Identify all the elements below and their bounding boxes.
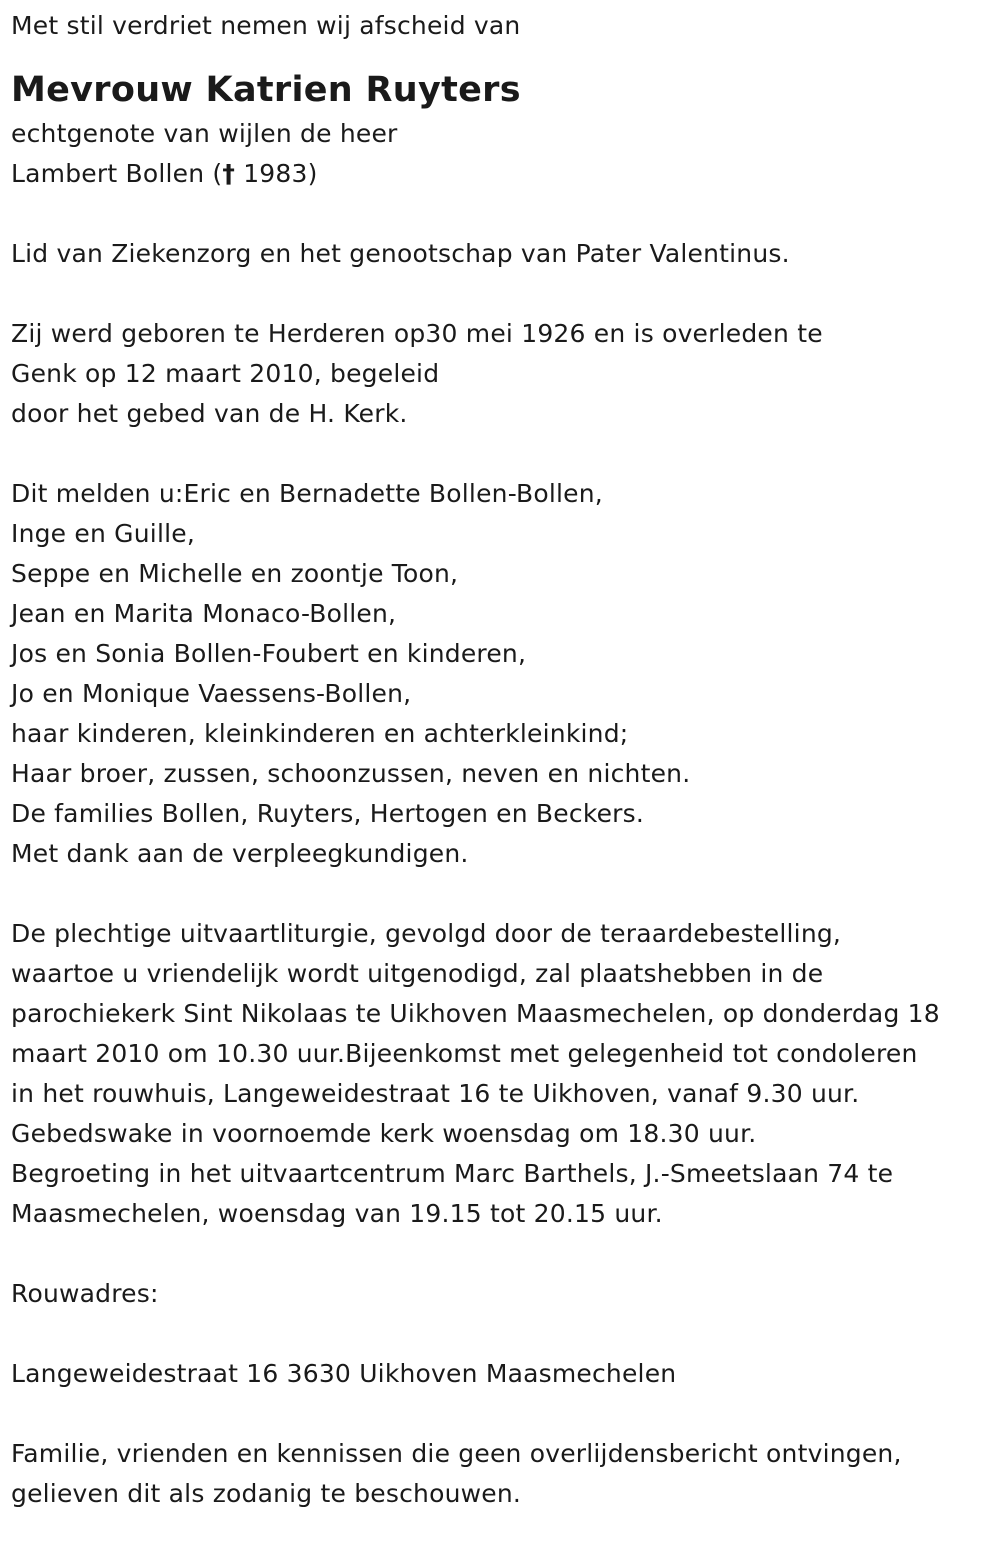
announcer-line: Jo en Monique Vaessens-Bollen, [11,679,412,708]
closing-line: gelieven dit als zodanig te beschouwen. [11,1479,522,1508]
funeral-line: De plechtige uitvaartliturgie, gevolgd door de teraardebestelling, [11,919,842,948]
announcer-line: haar kinderen, kleinkinderen en achterkleinkind; [11,719,629,748]
announcer-line: Dit melden u:Eric en Bernadette Bollen-Bollen, [11,479,603,508]
funeral-line: parochiekerk Sint Nikolaas te Uikhoven Maasmechelen, op donderdag 18 [11,999,940,1028]
announcer-line: Met dank aan de verpleegkundigen. [11,839,469,868]
mourning-address-label: Rouwadres: [11,1279,159,1308]
funeral-line: maart 2010 om 10.30 uur.Bijeenkomst met gelegenheid tot condoleren [11,1039,918,1068]
birth-death-line: door het gebed van de H. Kerk. [11,399,408,428]
funeral-line: Maasmechelen, woensdag van 19.15 tot 20.15 uur. [11,1199,663,1228]
obituary-document [11,6,991,1514]
funeral-line: Gebedswake in voornoemde kerk woensdag om 18.30 uur. [11,1119,757,1148]
deceased-name: Mevrouw Katrien Ruyters [11,70,521,110]
announcer-line: Haar broer, zussen, schoonzussen, neven en nichten. [11,759,691,788]
spouse-death-year: 1983) [235,159,318,188]
announcer-line: De families Bollen, Ruyters, Hertogen en Beckers. [11,799,645,828]
announcer-line: Seppe en Michelle en zoontje Toon, [11,559,459,588]
announcer-line: Jos en Sonia Bollen-Foubert en kinderen, [11,639,527,668]
membership-text: Lid van Ziekenzorg en het genootschap van Pater Valentinus. [11,239,790,268]
announcer-line: Jean en Marita Monaco-Bollen, [11,599,397,628]
spouse-line-2 [11,154,991,194]
spouse-name: Lambert Bollen ( [11,159,223,188]
closing-line: Familie, vrienden en kennissen die geen overlijdensbericht ontvingen, [11,1439,902,1468]
cross-icon: † [222,159,236,188]
funeral-line: waartoe u vriendelijk wordt uitgenodigd, zal plaatshebben in de [11,959,824,988]
announcer-line: Inge en Guille, [11,519,195,548]
mourning-address: Langeweidestraat 16 3630 Uikhoven Maasmechelen [11,1359,677,1388]
intro-text: Met stil verdriet nemen wij afscheid van [11,11,521,40]
birth-death-line: Zij werd geboren te Herderen op30 mei 1926 en is overleden te [11,319,823,348]
funeral-line: Begroeting in het uitvaartcentrum Marc Barthels, J.-Smeetslaan 74 te [11,1159,894,1188]
spouse-line-1: echtgenote van wijlen de heer [11,119,398,148]
birth-death-line: Genk op 12 maart 2010, begeleid [11,359,440,388]
funeral-line: in het rouwhuis, Langeweidestraat 16 te Uikhoven, vanaf 9.30 uur. [11,1079,860,1108]
